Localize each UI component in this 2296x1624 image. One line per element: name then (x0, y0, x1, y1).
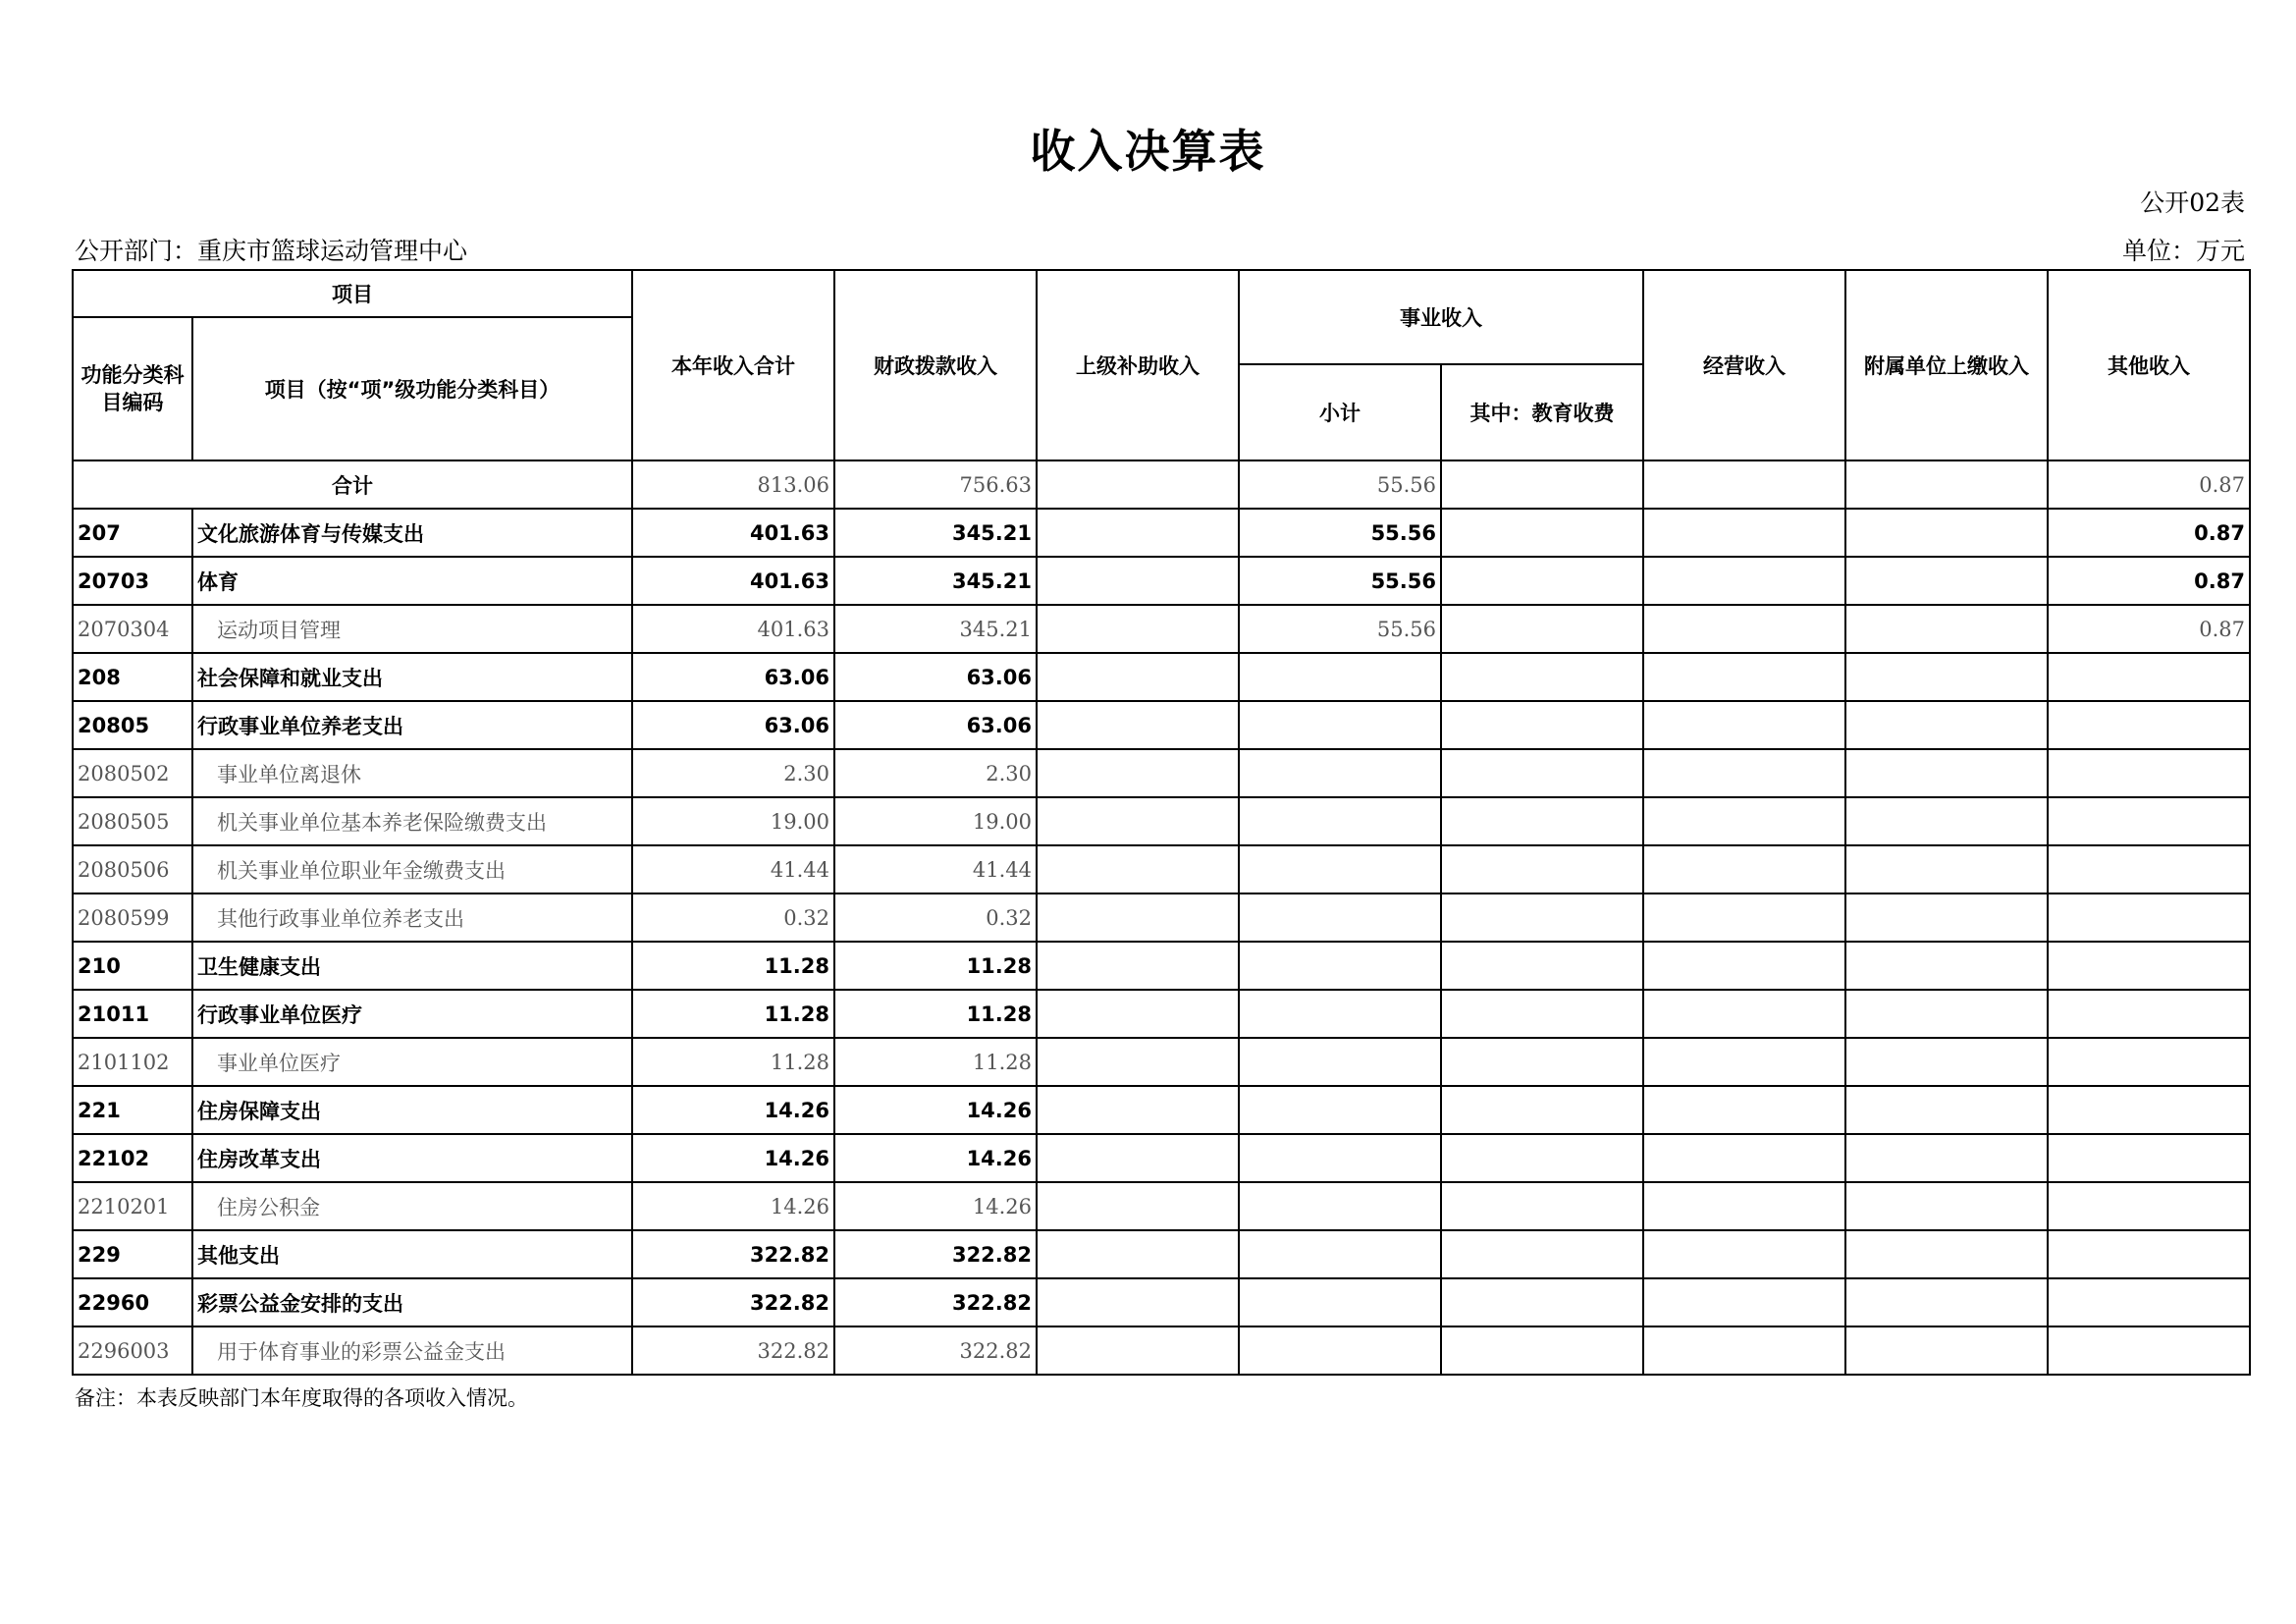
affiliated-cell (1845, 605, 2048, 653)
business-education-cell (1441, 1086, 1643, 1134)
item-name-cell (192, 893, 632, 942)
business-education-cell (1441, 1038, 1643, 1086)
affiliated-cell (1845, 797, 2048, 845)
header-item-group: 项目 (73, 270, 632, 317)
item-name-text: 住房公积金 (217, 1195, 320, 1219)
business-education-cell (1441, 749, 1643, 797)
item-name-cell (192, 653, 632, 701)
header-item-name: 项目（按“项”级功能分类科目） (192, 317, 632, 460)
operating-cell (1643, 990, 1845, 1038)
table-row (73, 1134, 2250, 1182)
total-income-cell: 401.63 (632, 605, 834, 653)
business-subtotal-cell (1239, 845, 1441, 893)
header-affiliated: 附属单位上缴收入 (1845, 270, 2048, 460)
total-income-cell: 63.06 (632, 701, 834, 749)
business-subtotal-cell (1239, 1230, 1441, 1278)
other-cell: 0.87 (2048, 557, 2250, 605)
other-cell (2048, 893, 2250, 942)
code-cell: 221 (73, 1086, 192, 1134)
total-income-cell: 0.32 (632, 893, 834, 942)
business-subtotal-cell (1239, 797, 1441, 845)
item-name-text: 用于体育事业的彩票公益金支出 (217, 1339, 506, 1364)
total-operating-cell (1643, 460, 1845, 509)
other-cell (2048, 1182, 2250, 1230)
business-education-cell (1441, 942, 1643, 990)
total-income-cell: 11.28 (632, 990, 834, 1038)
superior-subsidy-cell (1037, 1038, 1239, 1086)
other-cell: 0.87 (2048, 509, 2250, 557)
item-name-cell (192, 1134, 632, 1182)
business-education-cell (1441, 557, 1643, 605)
fiscal-cell: 14.26 (834, 1182, 1037, 1230)
superior-subsidy-cell (1037, 749, 1239, 797)
item-name-text: 事业单位医疗 (217, 1051, 341, 1075)
item-name-text: 运动项目管理 (217, 618, 341, 642)
superior-subsidy-cell (1037, 942, 1239, 990)
business-subtotal-cell (1239, 893, 1441, 942)
other-cell (2048, 653, 2250, 701)
total-income-cell: 11.28 (632, 1038, 834, 1086)
item-name-text: 社会保障和就业支出 (197, 666, 383, 690)
operating-cell (1643, 1038, 1845, 1086)
business-subtotal-cell: 55.56 (1239, 605, 1441, 653)
table-row (73, 653, 2250, 701)
fiscal-cell: 322.82 (834, 1326, 1037, 1375)
fiscal-cell: 345.21 (834, 509, 1037, 557)
operating-cell (1643, 942, 1845, 990)
other-cell (2048, 749, 2250, 797)
other-cell (2048, 942, 2250, 990)
affiliated-cell (1845, 1230, 2048, 1278)
item-name-cell (192, 1230, 632, 1278)
operating-cell (1643, 1086, 1845, 1134)
item-name-text: 住房保障支出 (197, 1099, 321, 1123)
total-row (73, 460, 2250, 509)
other-cell (2048, 845, 2250, 893)
item-name-cell (192, 701, 632, 749)
item-name-cell (192, 1182, 632, 1230)
item-name-cell (192, 1086, 632, 1134)
item-name-text: 住房改革支出 (197, 1147, 321, 1171)
operating-cell (1643, 749, 1845, 797)
operating-cell (1643, 845, 1845, 893)
item-name-text: 事业单位离退休 (217, 762, 361, 786)
header-operating: 经营收入 (1643, 270, 1845, 460)
operating-cell (1643, 509, 1845, 557)
affiliated-cell (1845, 942, 2048, 990)
total-income-cell: 41.44 (632, 845, 834, 893)
code-cell: 22960 (73, 1278, 192, 1326)
item-name-cell (192, 1326, 632, 1375)
item-name-text: 彩票公益金安排的支出 (197, 1291, 403, 1316)
table-header (73, 270, 2250, 460)
code-cell: 210 (73, 942, 192, 990)
affiliated-cell (1845, 653, 2048, 701)
business-education-cell (1441, 605, 1643, 653)
item-name-cell (192, 509, 632, 557)
operating-cell (1643, 1134, 1845, 1182)
business-subtotal-cell (1239, 749, 1441, 797)
affiliated-cell (1845, 1278, 2048, 1326)
superior-subsidy-cell (1037, 893, 1239, 942)
total-income-cell: 322.82 (632, 1278, 834, 1326)
total-affiliated-cell (1845, 460, 2048, 509)
code-cell: 2101102 (73, 1038, 192, 1086)
business-education-cell (1441, 797, 1643, 845)
total-fiscal-cell: 756.63 (834, 460, 1037, 509)
superior-subsidy-cell (1037, 557, 1239, 605)
code-cell: 207 (73, 509, 192, 557)
table-row (73, 797, 2250, 845)
item-name-text: 体育 (197, 569, 239, 594)
fiscal-cell: 2.30 (834, 749, 1037, 797)
business-subtotal-cell (1239, 653, 1441, 701)
total-business-subtotal-cell: 55.56 (1239, 460, 1441, 509)
fiscal-cell: 11.28 (834, 942, 1037, 990)
header-total-income: 本年收入合计 (632, 270, 834, 460)
table-row (73, 1278, 2250, 1326)
code-cell: 2070304 (73, 605, 192, 653)
affiliated-cell (1845, 749, 2048, 797)
item-name-cell (192, 1038, 632, 1086)
form-number: 公开02表 (2140, 189, 2245, 217)
superior-subsidy-cell (1037, 1278, 1239, 1326)
total-income-cell: 14.26 (632, 1086, 834, 1134)
total-business-education-cell (1441, 460, 1643, 509)
table-row (73, 605, 2250, 653)
fiscal-cell: 322.82 (834, 1230, 1037, 1278)
header-business-subtotal: 小计 (1239, 364, 1441, 460)
superior-subsidy-cell (1037, 1326, 1239, 1375)
item-name-cell (192, 605, 632, 653)
affiliated-cell (1845, 1086, 2048, 1134)
income-table (72, 269, 2251, 1376)
business-education-cell (1441, 1134, 1643, 1182)
operating-cell (1643, 605, 1845, 653)
code-cell: 208 (73, 653, 192, 701)
affiliated-cell (1845, 701, 2048, 749)
other-cell (2048, 1278, 2250, 1326)
table-row (73, 942, 2250, 990)
table-row (73, 509, 2250, 557)
code-cell: 2296003 (73, 1326, 192, 1375)
footnote: 备注：本表反映部门本年度取得的各项收入情况。 (75, 1386, 528, 1410)
total-label: 合计 (73, 460, 632, 509)
other-cell (2048, 1038, 2250, 1086)
operating-cell (1643, 797, 1845, 845)
fiscal-cell: 14.26 (834, 1134, 1037, 1182)
operating-cell (1643, 557, 1845, 605)
affiliated-cell (1845, 509, 2048, 557)
superior-subsidy-cell (1037, 701, 1239, 749)
business-education-cell (1441, 893, 1643, 942)
item-name-text: 行政事业单位医疗 (197, 1002, 362, 1027)
total-income-cell: 2.30 (632, 749, 834, 797)
other-cell (2048, 990, 2250, 1038)
business-subtotal-cell (1239, 942, 1441, 990)
table-row (73, 557, 2250, 605)
other-cell (2048, 1230, 2250, 1278)
other-cell (2048, 701, 2250, 749)
fiscal-cell: 345.21 (834, 605, 1037, 653)
business-education-cell (1441, 1326, 1643, 1375)
affiliated-cell (1845, 990, 2048, 1038)
item-name-cell (192, 1278, 632, 1326)
total-superior-subsidy-cell (1037, 460, 1239, 509)
business-subtotal-cell (1239, 701, 1441, 749)
total-income-cell: 813.06 (632, 460, 834, 509)
header-business-education: 其中：教育收费 (1441, 364, 1643, 460)
table-row (73, 893, 2250, 942)
code-cell: 20703 (73, 557, 192, 605)
total-income-cell: 401.63 (632, 557, 834, 605)
business-subtotal-cell: 55.56 (1239, 557, 1441, 605)
business-subtotal-cell (1239, 1038, 1441, 1086)
business-education-cell (1441, 509, 1643, 557)
affiliated-cell (1845, 1326, 2048, 1375)
affiliated-cell (1845, 1038, 2048, 1086)
code-cell: 21011 (73, 990, 192, 1038)
business-subtotal-cell (1239, 990, 1441, 1038)
department-label: 公开部门：重庆市篮球运动管理中心 (75, 237, 468, 265)
fiscal-cell: 19.00 (834, 797, 1037, 845)
business-subtotal-cell: 55.56 (1239, 509, 1441, 557)
affiliated-cell (1845, 557, 2048, 605)
code-cell: 2080502 (73, 749, 192, 797)
business-education-cell (1441, 1230, 1643, 1278)
operating-cell (1643, 1230, 1845, 1278)
total-income-cell: 63.06 (632, 653, 834, 701)
item-name-cell (192, 749, 632, 797)
header-superior-subsidy: 上级补助收入 (1037, 270, 1239, 460)
affiliated-cell (1845, 893, 2048, 942)
fiscal-cell: 345.21 (834, 557, 1037, 605)
item-name-text: 机关事业单位基本养老保险缴费支出 (217, 810, 547, 835)
other-cell (2048, 797, 2250, 845)
business-education-cell (1441, 1278, 1643, 1326)
fiscal-cell: 63.06 (834, 653, 1037, 701)
superior-subsidy-cell (1037, 1182, 1239, 1230)
business-subtotal-cell (1239, 1134, 1441, 1182)
operating-cell (1643, 653, 1845, 701)
superior-subsidy-cell (1037, 1134, 1239, 1182)
fiscal-cell: 14.26 (834, 1086, 1037, 1134)
table-row (73, 1086, 2250, 1134)
total-income-cell: 322.82 (632, 1326, 834, 1375)
total-income-cell: 14.26 (632, 1182, 834, 1230)
page-title: 收入决算表 (1030, 125, 1266, 178)
code-cell: 20805 (73, 701, 192, 749)
operating-cell (1643, 701, 1845, 749)
affiliated-cell (1845, 1182, 2048, 1230)
header-business-income: 事业收入 (1239, 270, 1643, 364)
business-education-cell (1441, 1182, 1643, 1230)
business-education-cell (1441, 845, 1643, 893)
business-education-cell (1441, 701, 1643, 749)
header-code: 功能分类科目编码 (73, 317, 192, 460)
code-cell: 2080505 (73, 797, 192, 845)
superior-subsidy-cell (1037, 1086, 1239, 1134)
item-name-cell (192, 942, 632, 990)
business-subtotal-cell (1239, 1086, 1441, 1134)
table-row (73, 845, 2250, 893)
other-cell (2048, 1326, 2250, 1375)
table-row (73, 749, 2250, 797)
operating-cell (1643, 1278, 1845, 1326)
superior-subsidy-cell (1037, 990, 1239, 1038)
operating-cell (1643, 893, 1845, 942)
superior-subsidy-cell (1037, 797, 1239, 845)
item-name-cell (192, 797, 632, 845)
item-name-cell (192, 990, 632, 1038)
header-other: 其他收入 (2048, 270, 2250, 460)
other-cell (2048, 1134, 2250, 1182)
code-cell: 229 (73, 1230, 192, 1278)
superior-subsidy-cell (1037, 605, 1239, 653)
business-subtotal-cell (1239, 1182, 1441, 1230)
business-education-cell (1441, 653, 1643, 701)
affiliated-cell (1845, 1134, 2048, 1182)
item-name-cell (192, 845, 632, 893)
code-cell: 22102 (73, 1134, 192, 1182)
total-income-cell: 14.26 (632, 1134, 834, 1182)
total-income-cell: 11.28 (632, 942, 834, 990)
item-name-text: 机关事业单位职业年金缴费支出 (217, 858, 506, 883)
superior-subsidy-cell (1037, 653, 1239, 701)
total-income-cell: 19.00 (632, 797, 834, 845)
unit-label: 单位：万元 (2121, 237, 2245, 265)
business-education-cell (1441, 990, 1643, 1038)
other-cell (2048, 1086, 2250, 1134)
table-row (73, 990, 2250, 1038)
code-cell: 2080599 (73, 893, 192, 942)
code-cell: 2210201 (73, 1182, 192, 1230)
fiscal-cell: 0.32 (834, 893, 1037, 942)
item-name-cell (192, 557, 632, 605)
superior-subsidy-cell (1037, 1230, 1239, 1278)
affiliated-cell (1845, 845, 2048, 893)
table-row (73, 1182, 2250, 1230)
item-name-text: 文化旅游体育与传媒支出 (197, 521, 424, 546)
fiscal-cell: 11.28 (834, 1038, 1037, 1086)
item-name-text: 其他支出 (197, 1243, 280, 1268)
superior-subsidy-cell (1037, 845, 1239, 893)
fiscal-cell: 63.06 (834, 701, 1037, 749)
superior-subsidy-cell (1037, 509, 1239, 557)
other-cell: 0.87 (2048, 605, 2250, 653)
total-income-cell: 322.82 (632, 1230, 834, 1278)
business-subtotal-cell (1239, 1326, 1441, 1375)
total-other-cell: 0.87 (2048, 460, 2250, 509)
table-row (73, 701, 2250, 749)
header-fiscal: 财政拨款收入 (834, 270, 1037, 460)
operating-cell (1643, 1326, 1845, 1375)
code-cell: 2080506 (73, 845, 192, 893)
item-name-text: 行政事业单位养老支出 (197, 714, 403, 738)
item-name-text: 其他行政事业单位养老支出 (217, 906, 464, 931)
table-row (73, 1038, 2250, 1086)
item-name-text: 卫生健康支出 (197, 954, 321, 979)
fiscal-cell: 322.82 (834, 1278, 1037, 1326)
table-row (73, 1326, 2250, 1375)
business-subtotal-cell (1239, 1278, 1441, 1326)
table-body (73, 460, 2250, 1375)
operating-cell (1643, 1182, 1845, 1230)
fiscal-cell: 11.28 (834, 990, 1037, 1038)
fiscal-cell: 41.44 (834, 845, 1037, 893)
total-income-cell: 401.63 (632, 509, 834, 557)
table-row (73, 1230, 2250, 1278)
